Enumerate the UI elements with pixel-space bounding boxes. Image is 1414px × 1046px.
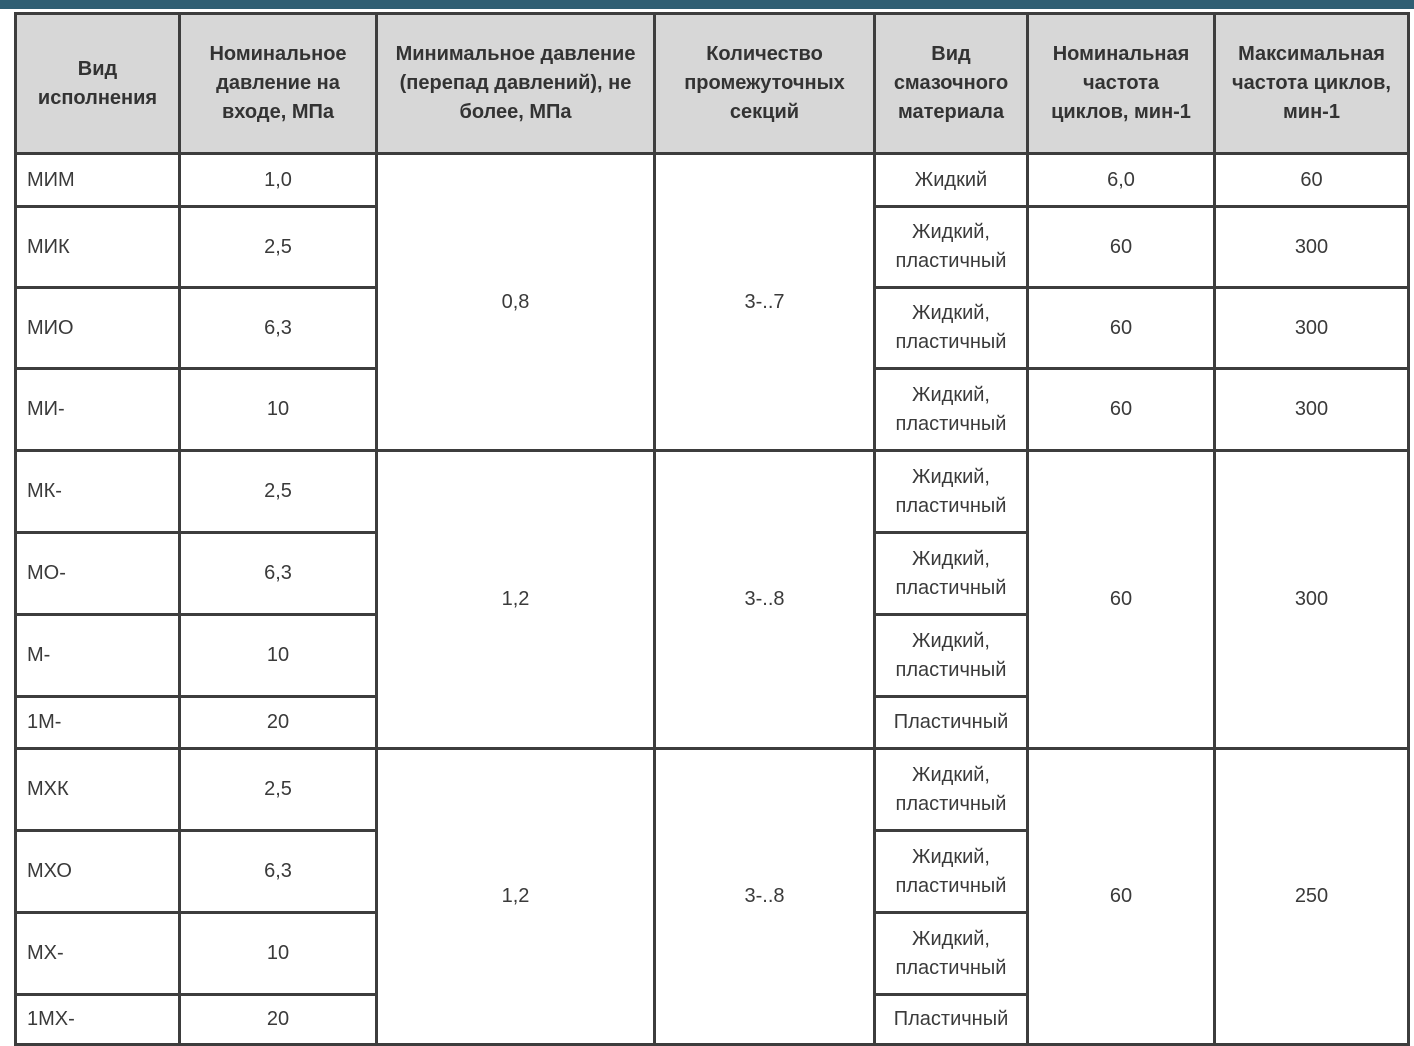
table-cell: Жидкий, пластичный: [875, 615, 1028, 697]
table-cell: МИК: [16, 207, 180, 288]
table-cell: 3-..7: [655, 154, 875, 451]
table-cell: 1,0: [180, 154, 377, 207]
column-header: Количество промежуточных секций: [655, 14, 875, 154]
table-cell: 60: [1215, 154, 1409, 207]
table-cell: 6,3: [180, 288, 377, 369]
table-cell: 60: [1028, 288, 1215, 369]
table-cell: 3-..8: [655, 749, 875, 1045]
table-cell: 3-..8: [655, 451, 875, 749]
table-cell: Жидкий, пластичный: [875, 533, 1028, 615]
table-cell: 20: [180, 697, 377, 749]
table-cell: 2,5: [180, 207, 377, 288]
table-cell: 250: [1215, 749, 1409, 1045]
table-row: [16, 451, 1409, 533]
table-header: [16, 14, 1409, 154]
table-cell: Пластичный: [875, 995, 1028, 1045]
table-cell: 1,2: [377, 749, 655, 1045]
table-cell: 6,3: [180, 831, 377, 913]
table-cell: 60: [1028, 207, 1215, 288]
table-row: [16, 749, 1409, 831]
table-cell: 10: [180, 913, 377, 995]
table-cell: 300: [1215, 451, 1409, 749]
table-cell: 6,0: [1028, 154, 1215, 207]
table-cell: МИМ: [16, 154, 180, 207]
top-accent-bar: [0, 0, 1414, 9]
table-cell: 300: [1215, 288, 1409, 369]
table-cell: МХ-: [16, 913, 180, 995]
table-cell: МИО: [16, 288, 180, 369]
pump-specs-table: [14, 12, 1410, 1046]
table-cell: 1МХ-: [16, 995, 180, 1045]
table-cell: МИ-: [16, 369, 180, 451]
table-cell: 300: [1215, 207, 1409, 288]
table-cell: 1,2: [377, 451, 655, 749]
table-cell: Пластичный: [875, 697, 1028, 749]
table-cell: М-: [16, 615, 180, 697]
table-cell: Жидкий, пластичный: [875, 451, 1028, 533]
table-cell: 60: [1028, 749, 1215, 1045]
column-header: Номинальная частота циклов, мин-1: [1028, 14, 1215, 154]
column-header: Вид исполнения: [16, 14, 180, 154]
table-cell: 60: [1028, 451, 1215, 749]
table-cell: Жидкий, пластичный: [875, 749, 1028, 831]
table-cell: Жидкий, пластичный: [875, 369, 1028, 451]
table-cell: Жидкий, пластичный: [875, 288, 1028, 369]
table-cell: 20: [180, 995, 377, 1045]
table-cell: 6,3: [180, 533, 377, 615]
column-header: Номинальное давление на входе, МПа: [180, 14, 377, 154]
header-row: [16, 14, 1409, 154]
table-cell: Жидкий, пластичный: [875, 207, 1028, 288]
table-body: [16, 154, 1409, 1045]
table-cell: 2,5: [180, 451, 377, 533]
table-cell: 1М-: [16, 697, 180, 749]
table-row: [16, 154, 1409, 207]
table-cell: Жидкий: [875, 154, 1028, 207]
table-cell: 10: [180, 369, 377, 451]
table-cell: МХО: [16, 831, 180, 913]
table-cell: 300: [1215, 369, 1409, 451]
table-cell: 60: [1028, 369, 1215, 451]
column-header: Вид смазочного материала: [875, 14, 1028, 154]
column-header: Минимальное давление (перепад давлений), не более, МПа: [377, 14, 655, 154]
table-cell: Жидкий, пластичный: [875, 913, 1028, 995]
table-cell: МК-: [16, 451, 180, 533]
table-cell: 10: [180, 615, 377, 697]
table-cell: МХК: [16, 749, 180, 831]
table-cell: МО-: [16, 533, 180, 615]
table-cell: 2,5: [180, 749, 377, 831]
table-cell: Жидкий, пластичный: [875, 831, 1028, 913]
table-cell: 0,8: [377, 154, 655, 451]
column-header: Максимальная частота циклов, мин-1: [1215, 14, 1409, 154]
